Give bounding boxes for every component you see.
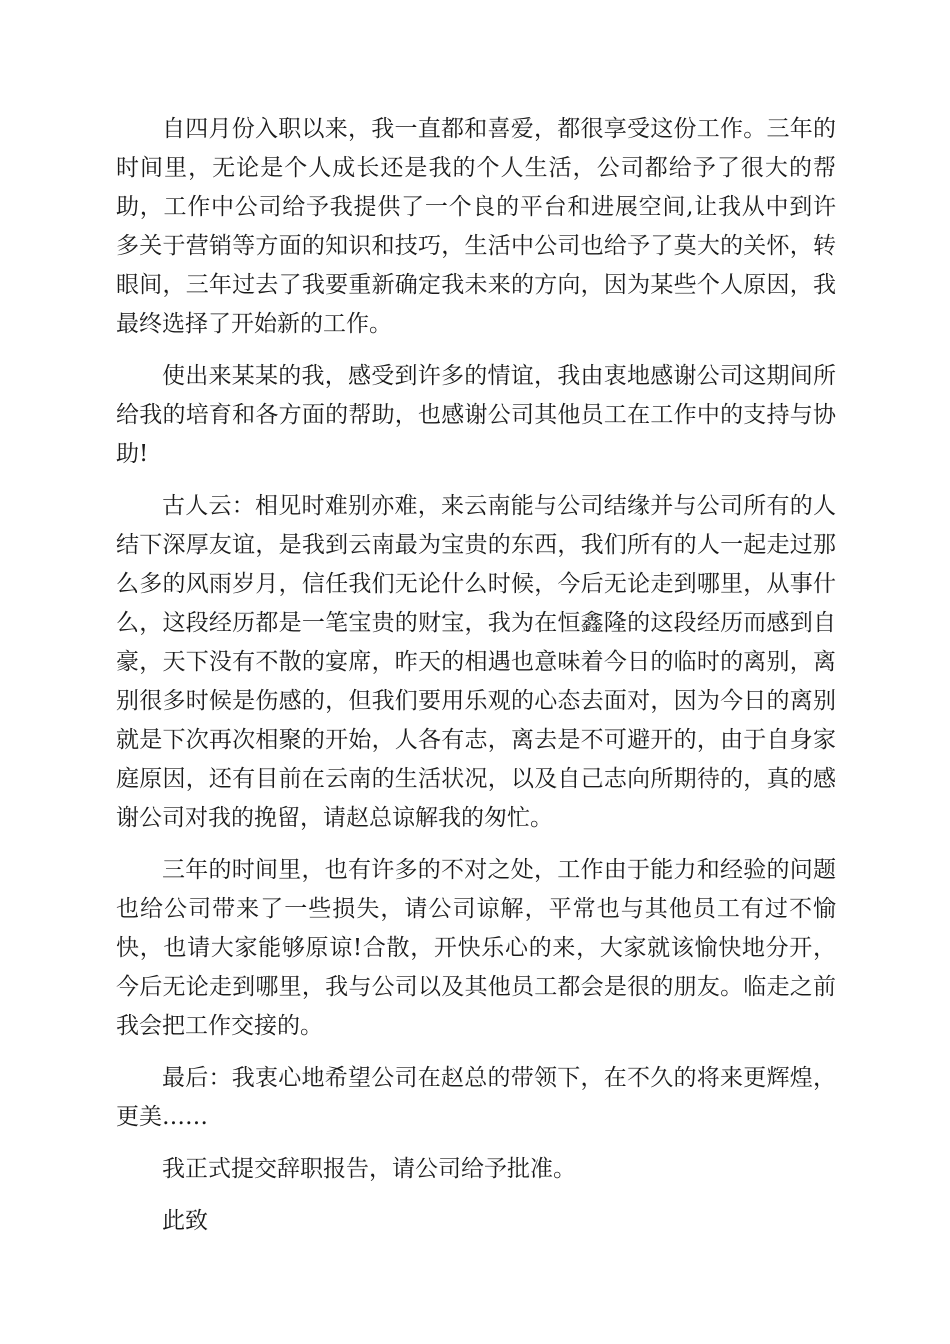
paragraph-apology: 三年的时间里，也有许多的不对之处，工作由于能力和经验的问题也给公司带来了一些损失，请公司谅解，平常也与其他员工有过不愉快，也请大家能够原谅!合散，开快乐心的来，大家就该愉快地分开，今后无论走到哪里，我与公司以及其他员工都会是很的朋友。临走之前我会把工作交接的。 [116, 857, 836, 1039]
letter-body [116, 110, 836, 1254]
paragraph-farewell: 古人云：相见时难别亦难，来云南能与公司结缘并与公司所有的人结下深厚友谊，是我到云南最为宝贵的东西，我们所有的人一起走过那么多的风雨岁月，信任我们无论什么时候，今后无论走到哪里，从事什么，这段经历都是一笔宝贵的财宝，我为在恒鑫隆的这段经历而感到自豪，天下没有不散的宴席，昨天的相遇也意味着今日的临时的离别，离别很多时候是伤感的，但我们要用乐观的心态去面对，因为今日的离别就是下次再次相聚的开始，人各有志，离去是不可避开的，由于自身家庭原因，还有目前在云南的生活状况，以及自己志向所期待的，真的感谢公司对我的挽留，请赵总谅解我的匆忙。 [116, 493, 836, 831]
paragraph-intro: 自四月份入职以来，我一直都和喜爱，都很享受这份工作。三年的时间里，无论是个人成长还是我的个人生活，公司都给予了很大的帮助，工作中公司给予我提供了一个良的平台和进展空间,让我从中到许多关于营销等方面的知识和技巧，生活中公司也给予了莫大的关怀，转眼间，三年过去了我要重新确定我未来的方向，因为某些个人原因，我最终选择了开始新的工作。 [116, 116, 836, 337]
paragraph-salutation: 此致 [162, 1208, 208, 1234]
paragraph-submission: 我正式提交辞职报告，请公司给予批准。 [162, 1156, 576, 1182]
paragraph-wishes: 最后：我衷心地希望公司在赵总的带领下，在不久的将来更辉煌，更美…… [116, 1065, 836, 1130]
paragraph-thanks: 使出来某某的我，感受到许多的情谊，我由衷地感谢公司这期间所给我的培育和各方面的帮助，也感谢公司其他员工在工作中的支持与协助! [116, 363, 836, 467]
